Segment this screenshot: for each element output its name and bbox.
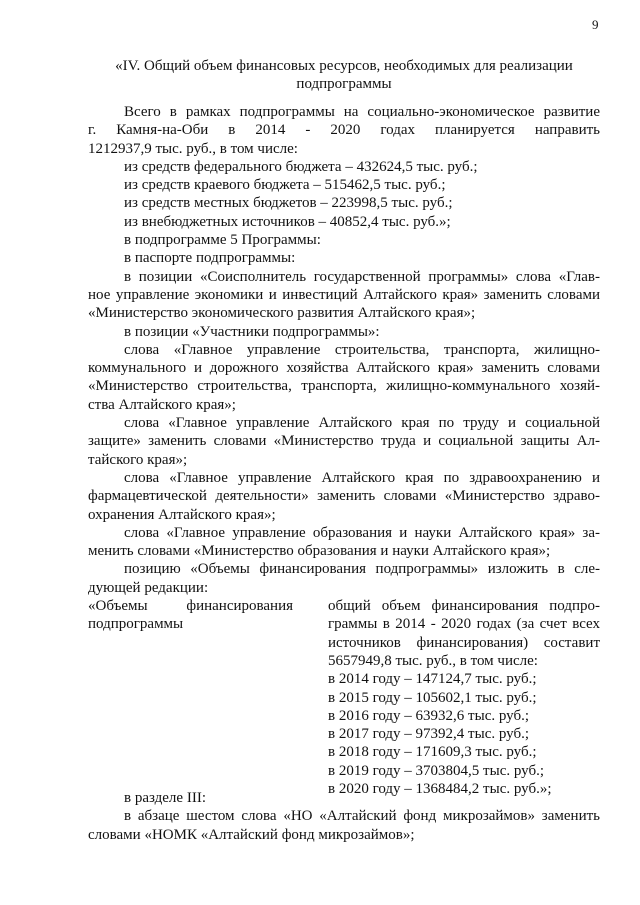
text-line: в позиции «Соисполнитель государственной программы» слова «Глав- xyxy=(124,268,600,285)
year-amount: в 2017 году – 97392,4 тыс. руб.; xyxy=(328,726,530,743)
paragraph-coexecutor xyxy=(88,268,600,323)
document-body xyxy=(88,103,600,844)
section-heading xyxy=(88,57,600,94)
list-item: из внебюджетных источников – 40852,4 тыс. руб.»; xyxy=(124,213,451,230)
text-line: дующей редакции: xyxy=(88,579,209,596)
year-amount: в 2016 году – 63932,6 тыс. руб.; xyxy=(328,707,530,724)
paragraph-sixth xyxy=(88,807,600,844)
text-line: 1212937,9 тыс. руб., в том числе: xyxy=(88,140,298,157)
heading-line: подпрограммы xyxy=(296,76,392,93)
text-line: слова «Главное управление Алтайского края по здравоохранению и xyxy=(124,469,600,486)
text-line: «Объемы финансирования xyxy=(88,598,293,615)
text-line: коммунального и дорожного хозяйства Алтайского края» заменить словами xyxy=(88,360,600,377)
paragraph-subprogram-5: в подпрограмме 5 Программы: xyxy=(124,232,321,249)
text-line: ное управление экономики и инвестиций Алтайского края» заменить словами xyxy=(88,286,600,303)
text-line: подпрограммы xyxy=(88,616,184,633)
page-number: 9 xyxy=(592,17,599,32)
paragraph-section-3: в разделе III: xyxy=(124,790,206,807)
funding-sources-list xyxy=(88,158,600,231)
list-item: из средств местных бюджетов – 223998,5 тыс. руб.; xyxy=(124,195,453,212)
text-line: менить словами «Министерство образования и науки Алтайского края»; xyxy=(88,543,551,560)
year-amount: в 2019 году – 3703804,5 тыс. руб.; xyxy=(328,762,545,779)
heading-line: «IV. Общий объем финансовых ресурсов, необходимых для реализации xyxy=(115,58,573,74)
text-line: слова «Главное управление строительства, транспорта, жилищно- xyxy=(124,341,600,358)
paragraph-words-labor xyxy=(88,414,600,469)
paragraph-words-construction xyxy=(88,341,600,414)
text-line: тайского края»; xyxy=(88,451,188,468)
paragraph-words-health xyxy=(88,469,600,524)
year-amount: в 2015 году – 105602,1 тыс. руб.; xyxy=(328,689,537,706)
text-line: г. Камня-на-Оби в 2014 - 2020 годах планируется направить xyxy=(88,122,600,139)
paragraph-words-education xyxy=(88,524,600,561)
year-amount: в 2018 году – 171609,3 тыс. руб.; xyxy=(328,744,537,761)
text-line: в абзаце шестом слова «НО «Алтайский фонд микрозаймов» заменить xyxy=(124,808,600,825)
text-line: «Министерство экономического развития Алтайского края»; xyxy=(88,305,476,322)
paragraph-participants: в позиции «Участники подпрограммы»: xyxy=(124,323,380,340)
text-line: общий объем финансирования подпро- xyxy=(328,598,600,615)
table-right-cell xyxy=(328,597,600,798)
text-line: словами «НОМК «Алтайский фонд микрозаймов»; xyxy=(88,826,415,843)
list-item: из средств федерального бюджета – 432624,5 тыс. руб.; xyxy=(124,158,478,175)
year-amount: в 2014 году – 147124,7 тыс. руб.; xyxy=(328,671,537,688)
list-item: из средств краевого бюджета – 515462,5 тыс. руб.; xyxy=(124,177,446,194)
text-line: Всего в рамках подпрограммы на социально-экономическое развитие xyxy=(124,104,600,120)
text-line: охранения Алтайского края»; xyxy=(88,506,276,523)
paragraph-position xyxy=(88,560,600,597)
text-line: ства Алтайского края»; xyxy=(88,396,236,413)
text-line: 5657949,8 тыс. руб., в том числе: xyxy=(328,652,538,669)
text-line: «Министерство строительства, транспорта, жилищно-коммунального хозяй- xyxy=(88,378,600,395)
text-line: фармацевтической деятельности» заменить словами «Министерство здраво- xyxy=(88,488,600,505)
financing-table xyxy=(88,597,600,797)
text-line: граммы в 2014 - 2020 годах (за счет всех xyxy=(328,616,600,633)
text-line: слова «Главное управление Алтайского края по труду и социальной xyxy=(124,415,600,432)
text-line: позицию «Объемы финансирования подпрограммы» изложить в сле- xyxy=(124,561,600,578)
paragraph-passport: в паспорте подпрограммы: xyxy=(124,250,296,267)
text-line: защите» заменить словами «Министерство труда и социальной защиты Ал- xyxy=(88,433,600,450)
table-left-cell xyxy=(88,597,293,634)
text-line: источников финансирования) составит xyxy=(328,634,600,651)
text-line: слова «Главное управление образования и науки Алтайского края» за- xyxy=(124,524,600,541)
paragraph-intro xyxy=(88,103,600,158)
year-amount: в 2020 году – 1368484,2 тыс. руб.»; xyxy=(328,780,552,797)
